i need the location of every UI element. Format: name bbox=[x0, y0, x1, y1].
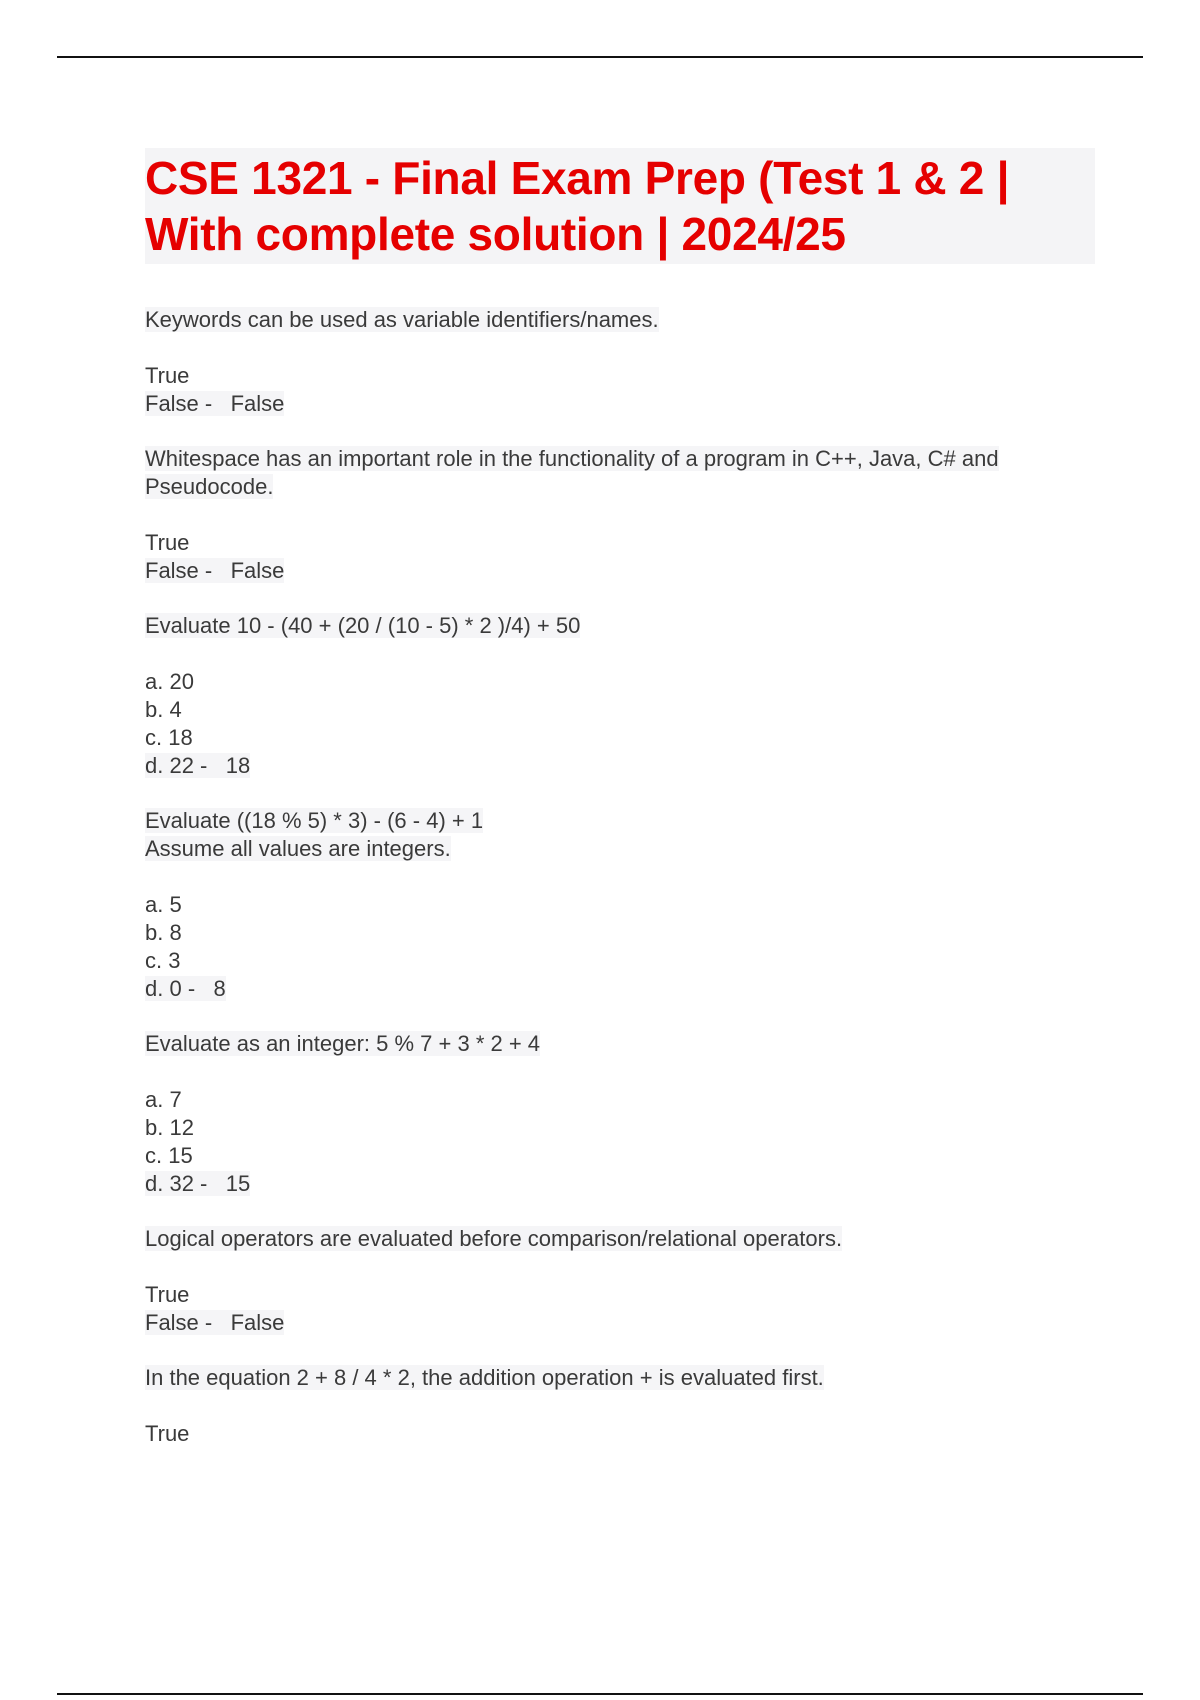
answer-option: c. 3 bbox=[145, 948, 181, 973]
question-block: Evaluate ((18 % 5) * 3) - (6 - 4) + 1 Assume all values are integers. a. 5 b. 8 c. 3 d. 0 - 8 bbox=[145, 807, 1095, 1003]
title-block bbox=[145, 148, 1095, 264]
correct-answer: 15 bbox=[225, 1171, 251, 1196]
question-prompt bbox=[145, 612, 1095, 640]
bottom-rule bbox=[57, 1693, 1143, 1695]
question-prompt bbox=[145, 1030, 1095, 1058]
answer-option: c. 18 bbox=[145, 725, 193, 750]
answer-option: False bbox=[145, 391, 199, 416]
page-title: CSE 1321 - Final Exam Prep (Test 1 & 2 | With complete solution | 2024/25 bbox=[145, 152, 1010, 260]
answer-option: b. 8 bbox=[145, 920, 182, 945]
question-prompt bbox=[145, 1364, 1095, 1392]
answer-option: True bbox=[145, 530, 190, 555]
correct-answer: False bbox=[230, 1310, 285, 1335]
correct-answer: 8 bbox=[213, 976, 226, 1001]
answer-option: a. 20 bbox=[145, 669, 194, 694]
answer-option: False bbox=[145, 558, 199, 583]
correct-answer: 18 bbox=[225, 753, 251, 778]
question-block: Evaluate as an integer: 5 % 7 + 3 * 2 + 4 a. 7 b. 12 c. 15 d. 32 - 15 bbox=[145, 1030, 1095, 1198]
question-prompt bbox=[145, 807, 1095, 863]
answer-option: a. 7 bbox=[145, 1087, 182, 1112]
answer-option: True bbox=[145, 1421, 190, 1446]
question-text: Logical operators are evaluated before comparison/relational operators. bbox=[145, 1226, 843, 1251]
question-block: Evaluate 10 - (40 + (20 / (10 - 5) * 2 )/4) + 50 a. 20 b. 4 c. 18 d. 22 - 18 bbox=[145, 612, 1095, 780]
question-text: In the equation 2 + 8 / 4 * 2, the addition operation + is evaluated first. bbox=[145, 1365, 824, 1390]
correct-answer: False bbox=[230, 391, 285, 416]
top-rule bbox=[57, 56, 1143, 58]
question-prompt bbox=[145, 445, 1095, 501]
answer-option: b. 4 bbox=[145, 697, 182, 722]
question-block bbox=[145, 1364, 1095, 1448]
answer-option: True bbox=[145, 1282, 190, 1307]
answer-option: c. 15 bbox=[145, 1143, 193, 1168]
answer-option: a. 5 bbox=[145, 892, 182, 917]
question-text: Evaluate as an integer: 5 % 7 + 3 * 2 + 4 bbox=[145, 1031, 541, 1056]
answer-option: d. 32 bbox=[145, 1171, 194, 1196]
question-block: Whitespace has an important role in the functionality of a program in C++, Java, C# and Pseudocode. True False - False bbox=[145, 445, 1095, 585]
question-block: Keywords can be used as variable identifiers/names. True False - False bbox=[145, 306, 1095, 418]
question-text: Evaluate 10 - (40 + (20 / (10 - 5) * 2 )/4) + 50 bbox=[145, 613, 581, 638]
question-block: Logical operators are evaluated before comparison/relational operators. True False - False bbox=[145, 1225, 1095, 1337]
answer-option: d. 0 bbox=[145, 976, 182, 1001]
answer-option: True bbox=[145, 363, 190, 388]
document-body bbox=[145, 148, 1095, 1475]
answer-option: False bbox=[145, 1310, 199, 1335]
question-text: Keywords can be used as variable identifiers/names. bbox=[145, 307, 659, 332]
question-prompt bbox=[145, 306, 1095, 334]
question-text: Assume all values are integers. bbox=[145, 836, 451, 861]
question-text: Evaluate ((18 % 5) * 3) - (6 - 4) + 1 bbox=[145, 808, 484, 833]
correct-answer: False bbox=[230, 558, 285, 583]
answer-option: d. 22 bbox=[145, 753, 194, 778]
question-text: Whitespace has an important role in the functionality of a program in C++, Java, C# and Pseudocode. bbox=[145, 446, 999, 499]
question-prompt bbox=[145, 1225, 1095, 1253]
answer-option: b. 12 bbox=[145, 1115, 194, 1140]
